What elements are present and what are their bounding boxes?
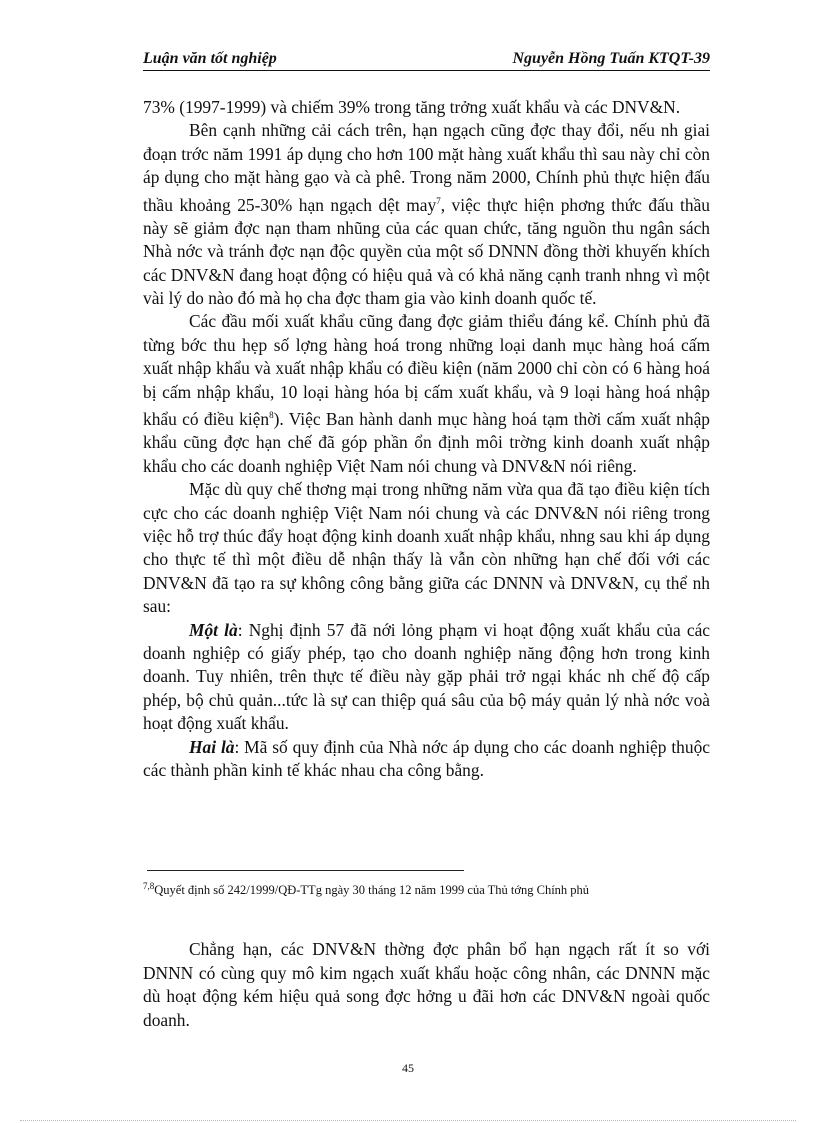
paragraph-6-text: Chẳng hạn, các DNV&N thờng đợc phân bổ hạn ngạch rất ít so với DNNN có cùng quy mô kim ngạch xuất khẩu hoặc công nhân, các DNNN mặc dù hoạt động kém hiệu quả song đợc hởng u đãi hơn các DNV&N ngoài quốc doanh.	[143, 939, 710, 1030]
paragraph-3	[143, 478, 710, 618]
paragraph-0	[143, 96, 710, 119]
footnote-text: Quyết định số 242/1999/QĐ-TTg ngày 30 tháng 12 năm 1999 của Thủ tớng Chính phủ	[154, 883, 590, 898]
page-header	[143, 50, 710, 71]
paragraph-1	[143, 119, 710, 310]
main-body	[143, 96, 710, 782]
paragraph-4	[143, 619, 710, 736]
header-right-author: Nguyễn Hồng Tuấn KTQT-39	[512, 50, 710, 67]
paragraph-3-text: Mặc dù quy chế thơng mại trong những năm vừa qua đã tạo điều kiện tích cực cho các doanh nghiệp Việt Nam nói chung và các DNV&N nói riêng trong việc hỗ trợ thúc đẩy hoạt động kinh doanh xuất nhập khẩu, nhng sau khi áp dụng cho thực tế thì một điều dễ nhận thấy là vẫn còn những hạn chế đối với các DNV&N đã tạo ra sự không công bằng giữa các DNNN và DNV&N, cụ thể nh sau:	[143, 479, 710, 617]
paragraph-1-rest: , việc thực hiện phơng thức đấu thầu này sẽ giảm đợc nạn tham nhũng của các quan chức, tăng nguồn thu ngân sách Nhà nớc và tránh đợc nạn độc quyền của một số DNNN đồng thời khuyến khích các DNV&N đang hoạt động có hiệu quả và có khả năng cạnh tranh nhng vì một vài lý do nào đó mà họ cha đợc tham gia vào kinh doanh quốc tế.	[143, 194, 710, 309]
paragraph-0-text: 73% (1997-1999) và chiếm 39% trong tăng trởng xuất khẩu và các DNV&N.	[143, 97, 681, 117]
paragraph-5	[143, 736, 710, 783]
continuation-body	[143, 921, 710, 1049]
footnote-marker: 7,8	[143, 881, 155, 891]
page-bottom-dotted-line	[20, 1120, 796, 1121]
paragraph-4-text: : Nghị định 57 đã nới lỏng phạm vi hoạt động xuất khẩu của các doanh nghiệp có giấy phép, tạo cho doanh nghiệp năng động hơn trong kinh doanh. Tuy nhiên, trên thực tế điều này gặp phải trở ngại khác nh chế độ cấp phép, bộ chủ quản...tức là sự can thiệp quá sâu của bộ máy quản lý nhà nớc voà hoạt động xuất khẩu.	[143, 619, 711, 734]
paragraph-5-lead: Hai là	[189, 736, 235, 757]
footnote-divider	[147, 870, 464, 871]
footnote-ref-8: 8	[269, 410, 274, 421]
paragraph-5-text: : Mã số quy định của Nhà nớc áp dụng cho các doanh nghiệp thuộc các thành phần kinh tế khác nhau cha công bằng.	[143, 736, 710, 780]
page-number: 45	[402, 1061, 414, 1075]
paragraph-2	[143, 310, 710, 478]
footnote	[143, 878, 713, 898]
paragraph-4-lead: Một là	[189, 619, 238, 640]
paragraph-6	[143, 938, 710, 1032]
footnote-ref-7: 7	[436, 195, 441, 206]
header-left-title: Luận văn tốt nghiệp	[143, 50, 277, 67]
paragraph-2-rest: ). Việc Ban hành danh mục hàng hoá tạm thời cấm xuất nhập khẩu cũng đợc hạn chế đã góp phần ổn định môi trờng kinh doanh xuất nhập khẩu cho các doanh nghiệp Việt Nam nói chung và DNV&N nói riêng.	[143, 408, 710, 476]
paragraph-2-text: Các đầu mối xuất khẩu cũng đang đợc giảm thiểu đáng kể. Chính phủ đã từng bớc thu hẹp số lợng hàng hoá trong những loại danh mục hàng hoá cấm xuất nhập khẩu và xuất nhập khẩu có điều kiện (năm 2000 chỉ còn có 6 hàng hoá bị cấm nhập khẩu, 10 loại hàng hóa bị cấm xuất khẩu, và 9 loại hàng hoá nhập khẩu có điều kiện	[143, 311, 710, 429]
paragraph-1-text: Bên cạnh những cải cách trên, hạn ngạch cũng đợc thay đổi, nếu nh giai đoạn trớc năm 1991 áp dụng cho hơn 100 mặt hàng xuất khẩu thì sau này chỉ còn áp dụng cho mặt hàng gạo và cà phê. Trong năm 2000, Chính phủ thực hiện đấu thầu khoảng 25-30% hạn ngạch dệt may	[143, 120, 710, 215]
